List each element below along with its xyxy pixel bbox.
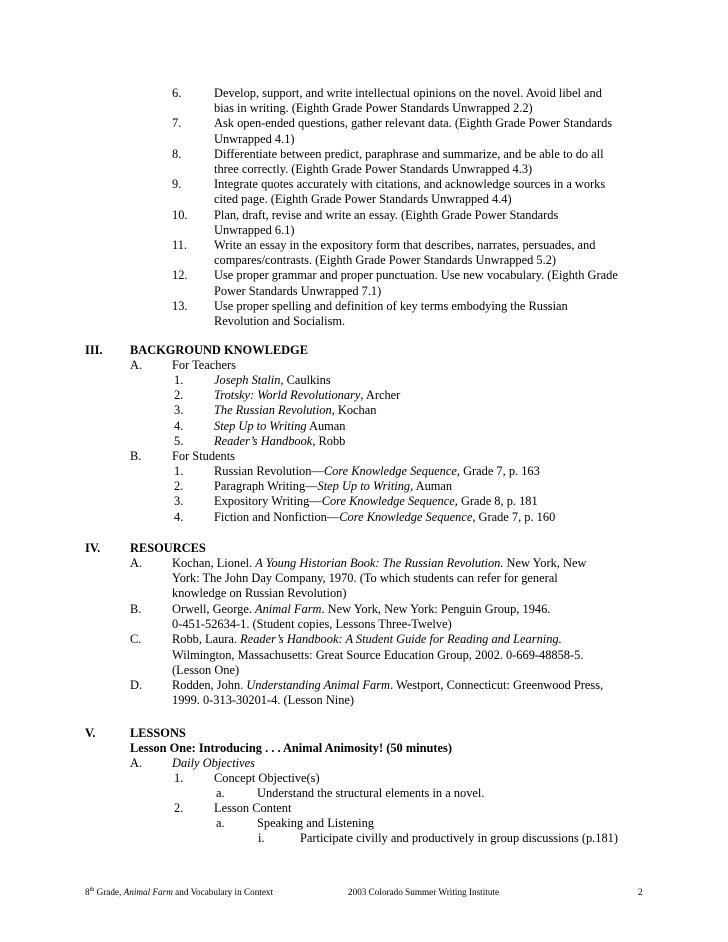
teacher-resource-number: 5. — [174, 433, 184, 448]
resource-topic: Russian Revolution— — [214, 464, 324, 478]
resource-title: Joseph Stalin — [214, 373, 281, 387]
resource-citation-line — [172, 632, 562, 647]
objective-number: 6. — [172, 86, 182, 100]
resource-author: , Kochan — [331, 403, 377, 418]
speaking-listening-label: Speaking and Listening — [257, 816, 375, 830]
resource-citation-line: 0-451-52634-1. (Student copies, Lessons Three-Twelve) — [172, 617, 452, 631]
subsection-label-teachers: For Teachers — [172, 358, 236, 372]
resource-title: Step Up to Writing — [214, 418, 307, 433]
resource-citation-line: knowledge on Russian Revolution) — [172, 586, 347, 601]
citation-title: Reader’s Handbook: A Student Guide for Reading and Learning. — [240, 632, 562, 647]
teacher-resource-number: 2. — [174, 388, 184, 403]
teacher-resource — [214, 434, 345, 449]
student-resource-number: 4. — [174, 509, 184, 524]
objective-number: 11. — [172, 238, 188, 252]
resource-citation-line — [172, 678, 603, 693]
student-resource — [214, 479, 452, 494]
citation-author: Robb, Laura. — [172, 632, 241, 647]
section-number-v: V. — [85, 726, 96, 740]
objective-text-line: three correctly. (Eighth Grade Power Standards Unwrapped 4.3) — [214, 162, 533, 176]
student-resource-number: 3. — [174, 494, 184, 509]
resource-topic: Expository Writing— — [214, 494, 322, 509]
resource-letter: B. — [130, 601, 142, 616]
citation-author: Orwell, George. — [172, 601, 256, 616]
item-roman: i. — [258, 831, 265, 845]
objective-text-line: compares/contrasts. (Eighth Grade Power Standards Unwrapped 5.2) — [214, 253, 557, 268]
page-number: 2 — [638, 887, 643, 897]
resource-author: , Caulkins — [280, 373, 331, 387]
footer-course-title: 8th Grade, Animal Farm and Vocabulary in Context — [85, 886, 274, 897]
objective-number: 7. — [172, 116, 182, 131]
objective-text-line: Use proper spelling and definition of key terms embodying the Russian — [214, 298, 568, 313]
resource-citation-line: 1999. 0-313-30201-4. (Lesson Nine) — [172, 693, 355, 708]
resource-letter: D. — [130, 678, 143, 693]
section-heading-background: BACKGROUND KNOWLEDGE — [130, 343, 308, 357]
resource-title: Reader’s Handbook — [214, 433, 313, 448]
resource-citation-line — [172, 602, 550, 617]
teacher-resource — [214, 403, 376, 418]
objective-text-line: Unwrapped 4.1) — [214, 131, 295, 146]
concept-objective-text: Understand the structural elements in a novel. — [257, 786, 485, 800]
lesson-one-title: Lesson One: Introducing . . . Animal Animosity! (50 minutes) — [130, 741, 452, 755]
objective-text-line: Integrate quotes accurately with citations, and acknowledge sources in a works — [214, 177, 606, 192]
daily-objectives-label: Daily Objectives — [172, 756, 255, 770]
resource-citation-line: Wilmington, Massachusetts: Great Source Education Group, 2002. 0-669-48858-5. — [172, 647, 584, 662]
resource-title: The Russian Revolution — [214, 403, 332, 418]
concept-objectives-label: Concept Objective(s) — [214, 771, 320, 785]
resource-detail: , Auman — [410, 479, 453, 494]
citation-title: A Young Historian Book: The Russian Revolution. — [255, 556, 504, 570]
objective-text-line: Differentiate between predict, paraphrase and summarize, and be able to do all — [214, 146, 604, 161]
objective-text-line: Ask open-ended questions, gather relevant data. (Eighth Grade Power Standards — [214, 116, 613, 131]
section-heading-lessons: LESSONS — [130, 726, 186, 740]
objective-text-line: Plan, draft, revise and write an essay. (Eighth Grade Power Standards — [214, 207, 559, 222]
student-resource — [214, 510, 555, 525]
objective-text-line: Develop, support, and write intellectual opinions on the novel. Avoid libel and — [214, 86, 602, 100]
section-number-iv: IV. — [85, 541, 101, 555]
subsection-letter: A. — [130, 756, 143, 770]
student-resource-number: 1. — [174, 464, 184, 478]
subsection-letter: A. — [130, 358, 143, 372]
resource-letter: C. — [130, 632, 142, 647]
teacher-resource-number: 1. — [174, 373, 184, 387]
subsection-label-students: For Students — [172, 449, 235, 463]
resource-title: Step Up to Writing — [317, 479, 411, 494]
subsection-letter: B. — [130, 449, 142, 463]
objective-text-line: Write an essay in the expository form that describes, narrates, persuades, and — [214, 238, 596, 252]
student-resource — [214, 464, 540, 479]
citation-title: Animal Farm — [255, 601, 322, 616]
objective-number: 12. — [172, 268, 188, 283]
resource-author: , Archer — [360, 388, 401, 403]
resource-detail: , Grade 8, p. 181 — [454, 494, 538, 509]
resource-title: Trotsky: World Revolutionary — [214, 388, 361, 403]
teacher-resource — [214, 388, 400, 403]
section-heading-resources: RESOURCES — [130, 541, 206, 555]
objective-number: 13. — [172, 298, 188, 313]
student-resource-number: 2. — [174, 479, 184, 494]
teacher-resource-number: 4. — [174, 418, 184, 433]
citation-title: Understanding Animal Farm — [246, 678, 391, 693]
resource-citation-line: York: The John Day Company, 1970. (To which students can refer for general — [172, 571, 558, 586]
resource-title: Core Knowledge Sequence — [339, 509, 473, 524]
objective-number: 10. — [172, 207, 188, 222]
item-number: 1. — [174, 771, 184, 785]
student-resource — [214, 494, 538, 509]
resource-citation-line: (Lesson One) — [172, 662, 240, 677]
teacher-resource — [214, 373, 331, 388]
resource-letter: A. — [130, 556, 143, 570]
citation-publisher: New York, New — [503, 556, 587, 570]
resource-citation-line — [172, 556, 586, 571]
footer-institute: 2003 Colorado Summer Writing Institute — [348, 887, 500, 897]
item-letter: a. — [216, 786, 225, 800]
objective-text-line: Unwrapped 6.1) — [214, 222, 295, 237]
resource-title: Core Knowledge Sequence — [323, 464, 457, 478]
resource-topic: Fiction and Nonfiction— — [214, 509, 340, 524]
participation-text: Participate civilly and productively in group discussions (p.181) — [300, 831, 618, 845]
objective-number: 8. — [172, 146, 182, 161]
item-number: 2. — [174, 801, 184, 815]
item-letter: a. — [216, 816, 225, 830]
resource-detail: , Grade 7, p. 160 — [472, 509, 556, 524]
teacher-resource — [214, 419, 345, 434]
objective-text-line: bias in writing. (Eighth Grade Power Standards Unwrapped 2.2) — [214, 101, 533, 116]
resource-author: , Robb — [312, 433, 346, 448]
objective-number: 9. — [172, 177, 182, 192]
objective-text-line: Revolution and Socialism. — [214, 314, 346, 328]
objective-text-line: Use proper grammar and proper punctuation. Use new vocabulary. (Eighth Grade — [214, 268, 618, 283]
lesson-content-label: Lesson Content — [214, 801, 292, 815]
resource-topic: Paragraph Writing— — [214, 479, 318, 494]
resource-detail: , Grade 7, p. 163 — [456, 464, 540, 478]
objective-text-line: Power Standards Unwrapped 7.1) — [214, 283, 382, 298]
resource-author: Auman — [306, 418, 346, 433]
objective-text-line: cited page. (Eighth Grade Power Standards Unwrapped 4.4) — [214, 192, 512, 207]
resource-title: Core Knowledge Sequence — [321, 494, 455, 509]
section-number-iii: III. — [85, 343, 103, 357]
citation-author: Rodden, John. — [172, 678, 247, 693]
teacher-resource-number: 3. — [174, 403, 184, 418]
citation-publisher: . New York, New York: Penguin Group, 1946. — [321, 601, 551, 616]
citation-author: Kochan, Lionel. — [172, 556, 256, 570]
citation-publisher: . Westport, Connecticut: Greenwood Press, — [390, 678, 604, 693]
